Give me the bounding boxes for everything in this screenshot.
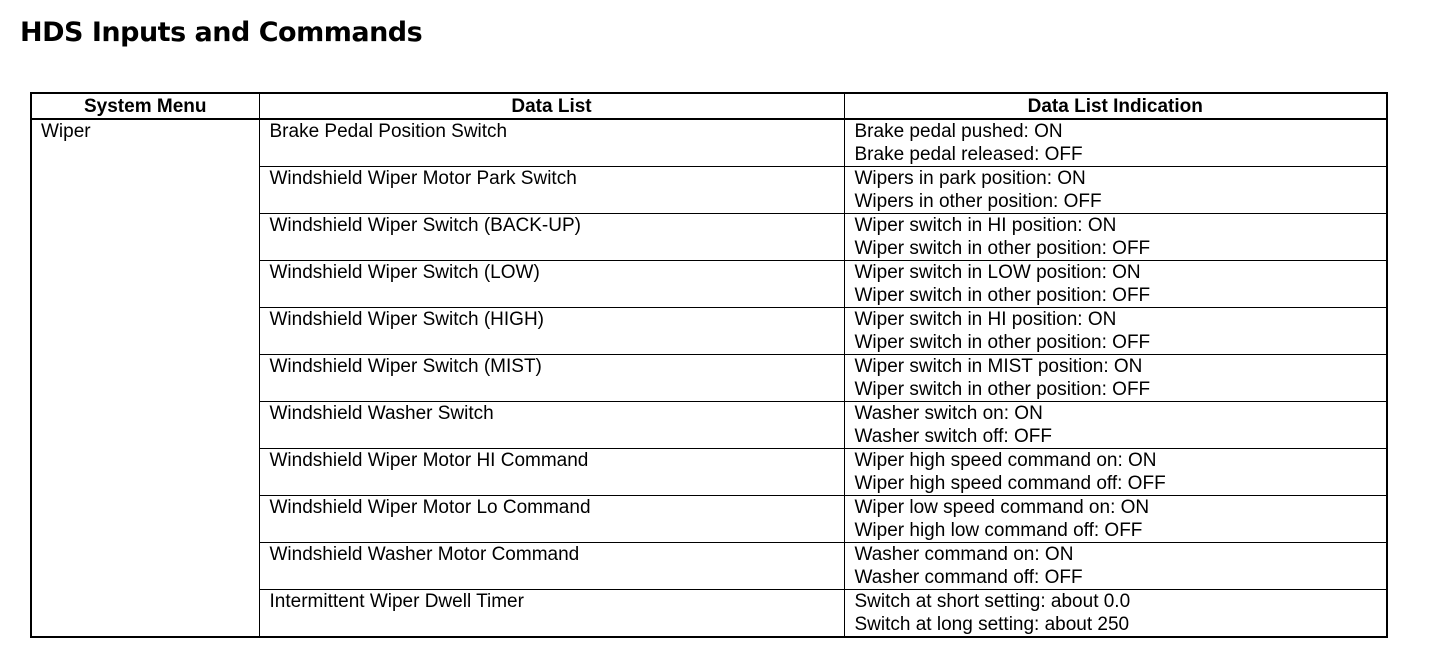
- indication-line: Wiper high low command off: OFF: [854, 520, 1143, 541]
- indication-line: Wiper switch in LOW position: ON: [854, 262, 1141, 283]
- system-menu-cell: Wiper: [31, 119, 259, 637]
- indication-line: Wipers in park position: ON: [854, 168, 1086, 189]
- indication-line: Wiper high speed command off: OFF: [854, 473, 1166, 494]
- table-row: [31, 119, 1387, 167]
- data-list-indication-cell: [844, 449, 1387, 496]
- indication-line: Wiper switch in other position: OFF: [854, 379, 1151, 400]
- hds-inputs-table: [30, 92, 1388, 638]
- data-list-indication-cell: [844, 308, 1387, 355]
- data-list-cell: Windshield Wiper Motor HI Command: [259, 449, 844, 496]
- data-list-indication-cell: [844, 543, 1387, 590]
- data-list-cell: Windshield Wiper Switch (BACK-UP): [259, 214, 844, 261]
- data-list-indication-cell: [844, 496, 1387, 543]
- table-header: [31, 93, 1387, 119]
- indication-line: Brake pedal pushed: ON: [854, 121, 1063, 142]
- page-title: HDS Inputs and Commands: [20, 17, 423, 48]
- header-system-menu: System Menu: [31, 93, 259, 119]
- indication-line: Wiper switch in HI position: ON: [854, 309, 1117, 330]
- data-list-indication-cell: [844, 590, 1387, 638]
- data-list-cell: Brake Pedal Position Switch: [259, 119, 844, 167]
- data-list-cell: Windshield Wiper Switch (LOW): [259, 261, 844, 308]
- indication-line: Wiper switch in other position: OFF: [854, 332, 1151, 353]
- indication-line: Wiper switch in MIST position: ON: [854, 356, 1143, 377]
- data-list-cell: Windshield Wiper Switch (HIGH): [259, 308, 844, 355]
- data-list-indication-cell: [844, 214, 1387, 261]
- indication-line: Wiper switch in HI position: ON: [854, 215, 1117, 236]
- data-list-cell: Windshield Washer Switch: [259, 402, 844, 449]
- header-data-list: Data List: [259, 93, 844, 119]
- indication-line: Switch at short setting: about 0.0: [854, 591, 1131, 612]
- data-list-cell: Windshield Wiper Motor Park Switch: [259, 167, 844, 214]
- indication-line: Washer switch off: OFF: [854, 426, 1052, 447]
- data-list-cell: Intermittent Wiper Dwell Timer: [259, 590, 844, 638]
- indication-line: Wiper low speed command on: ON: [854, 497, 1150, 518]
- data-list-indication-cell: [844, 402, 1387, 449]
- indication-line: Wiper switch in other position: OFF: [854, 238, 1151, 259]
- data-list-cell: Windshield Wiper Switch (MIST): [259, 355, 844, 402]
- data-list-indication-cell: [844, 119, 1387, 167]
- data-list-cell: Windshield Wiper Motor Lo Command: [259, 496, 844, 543]
- table-body: [31, 119, 1387, 637]
- data-list-indication-cell: [844, 167, 1387, 214]
- indication-line: Wipers in other position: OFF: [854, 191, 1102, 212]
- data-list-indication-cell: [844, 355, 1387, 402]
- indication-line: Wiper high speed command on: ON: [854, 450, 1157, 471]
- data-list-cell: Windshield Washer Motor Command: [259, 543, 844, 590]
- indication-line: Washer switch on: ON: [854, 403, 1043, 424]
- indication-line: Brake pedal released: OFF: [854, 144, 1083, 165]
- header-data-list-indication: Data List Indication: [844, 93, 1387, 119]
- indication-line: Washer command on: ON: [854, 544, 1074, 565]
- header-row: [31, 93, 1387, 119]
- data-list-indication-cell: [844, 261, 1387, 308]
- indication-line: Switch at long setting: about 250: [854, 614, 1130, 635]
- indication-line: Wiper switch in other position: OFF: [854, 285, 1151, 306]
- indication-line: Washer command off: OFF: [854, 567, 1083, 588]
